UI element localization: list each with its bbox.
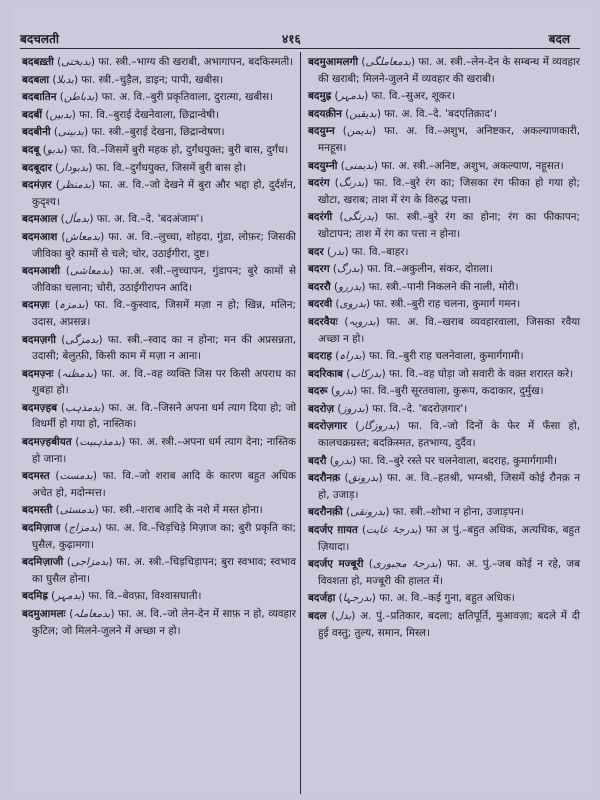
entry-definition: फा. अ. वि.–खराब व्यवहारवाला, जिसका रवैया अच्छा न हो। bbox=[318, 315, 581, 345]
paren-close: ) bbox=[351, 610, 361, 622]
paren-close: ) bbox=[417, 524, 426, 537]
entry-definition: फा. वि.–अकुलीन, संकर, दोग़ला। bbox=[366, 263, 493, 276]
entry-definition: फा. अ. पुं.–जब कोई न रहे, जब विवशता हो, मज्बूरी की हालत में। bbox=[318, 558, 581, 587]
entry-urdu-spelling: بدبو bbox=[46, 143, 64, 156]
dictionary-entry bbox=[308, 314, 580, 347]
paren-close: ) bbox=[344, 245, 352, 258]
paren-close: ) bbox=[375, 315, 387, 328]
entry-urdu-spelling: بدمنظر bbox=[59, 179, 92, 192]
dictionary-entry bbox=[308, 556, 580, 589]
paren-close: ) bbox=[100, 230, 109, 243]
dictionary-entry bbox=[308, 401, 580, 418]
dictionary-entry bbox=[22, 160, 296, 177]
paren-open: ( bbox=[53, 367, 62, 380]
paren-open: ( bbox=[327, 385, 335, 398]
paren-close: ) bbox=[73, 73, 82, 86]
entry-headword: बदमिह्र bbox=[22, 590, 48, 603]
entry-urdu-spelling: بدرونقی bbox=[350, 506, 386, 519]
dictionary-entry bbox=[308, 158, 580, 175]
entry-headword: बदबातिन bbox=[22, 91, 57, 104]
entry-definition: फा. अ. वि.–जो लेन-देन में साफ़ न हो, व्यवहार कुटिल; जो मिलने-जुलने में अच्छा न हो। bbox=[32, 608, 297, 637]
dictionary-entry bbox=[308, 261, 580, 278]
entry-urdu-spelling: بدمست bbox=[59, 470, 93, 483]
entry-urdu-spelling: بدروی bbox=[339, 298, 367, 311]
right-guide-word: बदल bbox=[548, 32, 570, 46]
entry-headword: बदरंग bbox=[308, 177, 330, 190]
entry-definition: फा. अ. वि.–कई गुना, बहुत अधिक। bbox=[379, 592, 515, 605]
entry-definition: फा. वि.–बाहर। bbox=[351, 245, 409, 258]
paren-open: ( bbox=[363, 558, 373, 571]
entry-urdu-spelling: بدمستی bbox=[59, 504, 95, 517]
entry-headword: बदरौनक़ी bbox=[308, 506, 343, 519]
dictionary-entry bbox=[22, 142, 296, 159]
entry-urdu-spelling: بدیمن bbox=[346, 125, 373, 138]
entry-headword: बदबला bbox=[22, 73, 50, 86]
entry-urdu-spelling: بدمذہبیت bbox=[79, 436, 122, 449]
dictionary-entry bbox=[22, 588, 296, 605]
entry-definition: फा अ पुं.–बहुत अधिक, अत्यधिक, बहुत ज़ियादा। bbox=[318, 524, 580, 553]
entry-urdu-spelling: بدرجۂ مجبوری bbox=[372, 558, 438, 571]
paren-open: ( bbox=[332, 298, 340, 311]
paren-close: ) bbox=[110, 608, 119, 620]
paren-close: ) bbox=[376, 107, 385, 120]
entry-definition: फा. वि.–दे. 'बदरोज़गार'। bbox=[372, 402, 468, 415]
entry-headword: बदबख़्ती bbox=[22, 56, 54, 68]
paren-close: ) bbox=[109, 265, 120, 278]
dictionary-entry bbox=[308, 54, 580, 87]
entry-headword: बदर्जए ग़ायत bbox=[308, 524, 358, 537]
entry-headword: बदमिज़ाज bbox=[22, 522, 61, 535]
paren-close: ) bbox=[373, 159, 382, 172]
entry-urdu-spelling: بدرو bbox=[334, 385, 354, 398]
entry-headword: बदयुम्न bbox=[308, 125, 335, 138]
paren-close: ) bbox=[89, 213, 97, 226]
paren-close: ) bbox=[71, 108, 80, 121]
paren-close: ) bbox=[372, 125, 385, 138]
paren-open: ( bbox=[51, 161, 60, 174]
dictionary-entry bbox=[22, 89, 296, 106]
entry-urdu-spelling: بدرونق bbox=[348, 472, 379, 485]
entry-definition: फा. अ. वि.–बुरी प्रकृतिवाला, दुरात्मा, खबीस। bbox=[101, 91, 274, 104]
dictionary-entry bbox=[22, 606, 296, 639]
paren-open: ( bbox=[331, 350, 340, 363]
entry-urdu-spelling: بدرجہا bbox=[342, 592, 372, 605]
dictionary-entry bbox=[22, 502, 296, 519]
dictionary-entry bbox=[22, 211, 296, 228]
entry-headword: बदमज़्नः bbox=[22, 367, 54, 380]
entry-definition: फा. अ. वि.–जिसने अपना धर्म त्याग दिया हो; जो विधर्मी हो गया हो, नास्तिक। bbox=[32, 401, 297, 431]
entry-definition: फा. अ. वि.–अशुभ, अनिष्टकर, अकल्याणकारी, मनहूस। bbox=[318, 125, 581, 154]
entry-headword: बदल bbox=[308, 610, 327, 622]
entry-headword: बदराह bbox=[308, 350, 332, 363]
dictionary-entry bbox=[22, 229, 296, 262]
entry-headword: बदर्जए मज्बूरी bbox=[308, 558, 364, 571]
entry-urdu-spelling: بدمزہ bbox=[59, 299, 85, 312]
entry-definition: फा. स्त्री.–बुराई देखना, छिद्रान्वेषण। bbox=[91, 126, 225, 139]
entry-definition: फा. वि.–जिसमें बुरी महक हो, दुर्गंधयुक्त; बुरी बास, दुर्गंध। bbox=[70, 143, 289, 156]
page-header bbox=[12, 8, 590, 50]
entry-definition: फा. अ. स्त्री.–अपना धर्म त्याग देना; नास्तिक हो जाना। bbox=[32, 436, 297, 465]
paren-open: ( bbox=[326, 610, 336, 622]
dictionary-entry bbox=[22, 434, 296, 467]
paren-open: ( bbox=[52, 504, 60, 517]
page-number: ४१६ bbox=[282, 32, 301, 46]
entry-headword: बदरोज़ bbox=[308, 402, 335, 415]
entry-definition: फा. अ. वि.–जो देखने में बुरा और भद्दा हो, दुर्दर्शन, कुदृश्य। bbox=[32, 179, 297, 208]
dictionary-entry bbox=[22, 400, 296, 433]
entry-urdu-spelling: بدمذہب bbox=[64, 401, 101, 414]
paren-close: ) bbox=[90, 56, 99, 68]
entry-headword: बदररौ bbox=[308, 280, 331, 293]
entry-definition: फा. अ. वि.–लुच्चा, शोहदा, गुंडा, लोफ़र; जिसकी जीविका बुरे कामों से चले; चोर, उठाईगीरा, दुष्ट। bbox=[32, 230, 296, 260]
dictionary-entry bbox=[22, 263, 296, 296]
entry-urdu-spelling: بدمزگی bbox=[65, 333, 99, 346]
paren-open: ( bbox=[341, 107, 350, 120]
paren-open: ( bbox=[49, 299, 59, 312]
entry-urdu-spelling: بدبلا bbox=[56, 73, 74, 86]
entry-definition: फा. अ. वि.–दे. 'बदएतिक़ाद'। bbox=[384, 107, 497, 120]
paren-close: ) bbox=[374, 211, 386, 224]
paren-close: ) bbox=[378, 472, 387, 485]
dictionary-entry bbox=[308, 522, 580, 555]
entry-urdu-spelling: بدرویہ bbox=[348, 315, 376, 328]
paren-open: ( bbox=[331, 90, 339, 103]
dictionary-entry bbox=[308, 123, 580, 156]
paren-open: ( bbox=[53, 56, 62, 68]
paren-open: ( bbox=[335, 592, 343, 605]
dictionary-entry bbox=[22, 297, 296, 330]
entry-definition: फा. वि.–बेवफ़ा, विश्वासघाती। bbox=[88, 590, 202, 603]
dictionary-entry bbox=[22, 72, 296, 89]
entry-urdu-spelling: بدل bbox=[335, 610, 352, 622]
entry-headword: बदबीं bbox=[22, 108, 43, 121]
entry-urdu-spelling: بدرنگی bbox=[343, 211, 375, 224]
paren-open: ( bbox=[51, 179, 60, 192]
entry-definition: फा. अ. स्त्री.–लेन-देन के सम्बन्ध में व्यवहार की खराबी; मिलने-जुलने में व्यवहार की खराबी। bbox=[318, 56, 581, 85]
entry-headword: बदरग bbox=[308, 263, 330, 276]
paren-open: ( bbox=[343, 367, 351, 380]
entry-urdu-spelling: بدمزاجی bbox=[70, 556, 109, 569]
entry-urdu-spelling: بدمعاملہ bbox=[73, 608, 111, 620]
paren-open: ( bbox=[56, 91, 64, 104]
dictionary-entry bbox=[308, 418, 580, 451]
entry-urdu-spelling: بدرو bbox=[333, 454, 353, 467]
entry-urdu-spelling: بدیمنی bbox=[344, 159, 374, 172]
paren-open: ( bbox=[49, 470, 60, 483]
header-rule bbox=[20, 48, 580, 49]
paren-open: ( bbox=[42, 108, 50, 121]
paren-open: ( bbox=[329, 177, 339, 190]
entry-urdu-spelling: بدمظنہ bbox=[61, 367, 94, 380]
paren-close: ) bbox=[88, 161, 96, 174]
entry-headword: बदरोज़गार bbox=[308, 420, 347, 433]
dictionary-entry bbox=[308, 296, 580, 313]
paren-open: ( bbox=[47, 590, 56, 603]
paren-open: ( bbox=[49, 73, 57, 86]
paren-close: ) bbox=[94, 91, 102, 104]
entry-headword: बदमज़ः bbox=[22, 299, 50, 312]
entry-headword: बदमआश bbox=[22, 230, 58, 243]
entry-urdu-spelling: بدروزگار bbox=[359, 420, 396, 433]
paren-open: ( bbox=[342, 506, 351, 519]
left-guide-word: बदचलती bbox=[20, 32, 59, 46]
paren-close: ) bbox=[121, 436, 130, 449]
paren-close: ) bbox=[353, 385, 361, 398]
paren-open: ( bbox=[55, 333, 66, 346]
entry-headword: बदबीनी bbox=[22, 126, 51, 139]
entry-definition: फा. अ. वि.–हतश्री, भग्नश्री, जिसमें कोई रौनक़ न हो, उजाड़। bbox=[318, 472, 580, 501]
paren-close: ) bbox=[364, 402, 373, 415]
dictionary-entry bbox=[22, 520, 296, 553]
entry-headword: बदमआल bbox=[22, 213, 58, 226]
paren-open: ( bbox=[60, 265, 70, 278]
paren-close: ) bbox=[437, 558, 448, 571]
entry-definition: फा. अ. वि.–दे. 'बदअंजाम'। bbox=[96, 213, 204, 226]
entry-headword: बदरौनक़ bbox=[308, 472, 341, 485]
paren-open: ( bbox=[57, 401, 65, 414]
paren-close: ) bbox=[361, 350, 369, 363]
dictionary-entry bbox=[308, 279, 580, 296]
entry-urdu-spelling: بدباطن bbox=[63, 91, 95, 104]
entry-definition: फा. स्त्री.–चुड़ैल, डाइन; पापी, खबीस। bbox=[81, 73, 224, 86]
left-column bbox=[22, 54, 296, 640]
dictionary-entry bbox=[22, 332, 296, 365]
entry-definition: फा. वि.–बुरे रंग का; जिसका रंग फीका हो गया हो; खोटा, खराब; ताश में रंग के विरुद्ध पत्ता। bbox=[318, 177, 580, 206]
entry-urdu-spelling: بدررو bbox=[338, 280, 362, 293]
dictionary-entry bbox=[308, 244, 580, 261]
paren-open: ( bbox=[340, 472, 349, 485]
dictionary-entry bbox=[308, 608, 580, 641]
dictionary-entry bbox=[308, 366, 580, 383]
dictionary-entry bbox=[22, 54, 296, 71]
entry-headword: बदमुआमलगी bbox=[308, 56, 359, 68]
dictionary-entry bbox=[308, 88, 580, 105]
entry-headword: बदबू bbox=[22, 143, 40, 156]
entry-definition: फा. वि.–कुस्वाद, जिसमें मज़ा न हो; खिन्न, मलिन; उदास, अप्रसन्न। bbox=[32, 299, 297, 328]
dictionary-entry bbox=[308, 175, 580, 208]
entry-definition: फा. वि.–जो दिनों के फेर में फँसा हो, कालचक्रग्रस्त; बदक़िस्मत, हतभाग्य, दुर्दैव। bbox=[318, 420, 580, 450]
entry-urdu-spelling: بدمآل bbox=[64, 213, 90, 226]
dictionary-entry bbox=[308, 106, 580, 123]
paren-close: ) bbox=[361, 280, 369, 293]
entry-headword: बदमज़गी bbox=[22, 333, 56, 346]
paren-open: ( bbox=[334, 402, 342, 415]
paren-open: ( bbox=[346, 420, 360, 433]
entry-headword: बदरवैयः bbox=[308, 315, 338, 328]
paren-close: ) bbox=[92, 470, 103, 483]
entry-headword: बदमस्ती bbox=[22, 504, 53, 517]
paren-open: ( bbox=[71, 436, 80, 449]
entry-definition: फा. वि.–वह घोड़ा जो सवारी के वक़्त शरारत करे। bbox=[388, 367, 574, 380]
entry-urdu-spelling: بدراہ bbox=[339, 350, 362, 363]
paren-close: ) bbox=[97, 522, 106, 535]
entry-urdu-spelling: بدبختی bbox=[61, 56, 91, 68]
paren-close: ) bbox=[366, 298, 374, 311]
entry-headword: बदमिज़ाजी bbox=[22, 556, 64, 569]
paren-close: ) bbox=[395, 420, 409, 433]
entry-definition: फा. स्त्री.–शराब आदि के नशे में मस्त होना। bbox=[102, 504, 263, 517]
entry-urdu-spelling: بدمہر bbox=[338, 90, 365, 103]
entry-definition: फा. स्त्री.–भाग्य की खराबी, अभागापन, बदकिस्मती। bbox=[98, 56, 294, 68]
paren-close: ) bbox=[94, 504, 103, 517]
paren-open: ( bbox=[63, 556, 71, 569]
entry-urdu-spelling: بدبیں bbox=[49, 108, 72, 121]
paren-open: ( bbox=[332, 211, 344, 224]
paren-open: ( bbox=[358, 56, 366, 68]
entry-definition: फा. अ. वि.–वह व्यक्ति जिस पर किसी अपराध का शुबहा हो। bbox=[32, 367, 297, 397]
entry-definition: फा. स्त्री.–शोभा न होना, उजाड़पन। bbox=[392, 506, 524, 519]
dictionary-entry bbox=[22, 107, 296, 124]
entry-definition: फा. वि.–बुरी सूरतवाला, कुरूप, कदाकार, दुर्मुख। bbox=[360, 385, 544, 398]
entry-definition: अ. पुं.–प्रतिकार, बदला; क्षतिपूर्ति, मुआवज़ा; बदले में दी हुई वस्तु; तुल्य, समान, मिस्ल। bbox=[318, 610, 580, 639]
paren-open: ( bbox=[357, 524, 367, 537]
paren-open: ( bbox=[337, 315, 349, 328]
entry-urdu-spelling: بدبینی bbox=[57, 126, 85, 139]
paren-open: ( bbox=[65, 608, 74, 620]
entry-headword: बदर्जहा bbox=[308, 592, 336, 605]
paren-open: ( bbox=[326, 454, 334, 467]
entry-definition: फा. स्त्री.–बुरे रंग का होना; रंग का फीकापन; खोटापन; ताश में रंग का पत्ता न होना। bbox=[318, 211, 580, 240]
entry-definition: फा. वि.–बुरे रस्ते पर चलनेवाला, बदराह, कुमार्गगामी। bbox=[359, 454, 558, 467]
entry-headword: बदमज़्हब bbox=[22, 401, 58, 414]
entry-urdu-spelling: بدمہر bbox=[55, 590, 81, 603]
entry-definition: फा. स्त्री.–बुरी राह चलना, कुमार्ग गमन। bbox=[373, 298, 521, 311]
entry-headword: बदयुम्नी bbox=[308, 159, 338, 172]
dictionary-entry bbox=[308, 348, 580, 365]
entry-definition: फा. अ. स्त्री.–चिड़चिड़ापन; बुरा स्वभाव; स्वभाव का घुसैल होना। bbox=[32, 556, 296, 585]
entry-definition: फा. अ. स्त्री.–अनिष्ट, अशुभ, अकल्याण, नहूसत। bbox=[381, 159, 564, 172]
entry-urdu-spelling: بدرگ bbox=[336, 263, 360, 276]
paren-close: ) bbox=[91, 179, 100, 192]
entry-headword: बदरंगी bbox=[308, 211, 333, 224]
column-divider bbox=[300, 52, 301, 794]
paren-open: ( bbox=[329, 263, 337, 276]
dictionary-page bbox=[12, 8, 590, 794]
entry-urdu-spelling: بدیقین bbox=[349, 107, 377, 120]
entry-definition: फा.अ. स्त्री.–लुच्चापन, गुंडापन; बुरे कामों से जीविका चलाना; चोरी, उठाईगीरापन आदि। bbox=[32, 265, 297, 294]
entry-urdu-spelling: بدروز bbox=[341, 402, 365, 415]
entry-headword: बदमआशी bbox=[22, 265, 61, 278]
dictionary-entry bbox=[308, 470, 580, 503]
entry-urdu-spelling: بدرکاب bbox=[350, 367, 382, 380]
dictionary-entry bbox=[308, 590, 580, 607]
dictionary-entry bbox=[22, 177, 296, 210]
dictionary-entry bbox=[22, 366, 296, 399]
entry-definition: फा. वि.–दुर्गंधयुक्त, जिसमें बुरी बास हो। bbox=[95, 161, 247, 174]
paren-open: ( bbox=[330, 280, 339, 293]
dictionary-entry bbox=[22, 554, 296, 587]
paren-open: ( bbox=[60, 522, 69, 535]
entry-definition: फा. स्त्री.–स्वाद का न होना; मन की अप्रसन्नता, उदासी; बेलुत्फ़ी, किसी काम में मज़ा न आना। bbox=[32, 333, 296, 363]
entry-headword: बदरौ bbox=[308, 454, 327, 467]
entry-definition: फा. वि.–बुरी राह चलनेवाला, कुमार्गगामी। bbox=[368, 350, 524, 363]
paren-open: ( bbox=[57, 230, 66, 243]
entry-urdu-spelling: بدبودار bbox=[59, 161, 89, 174]
entry-urdu-spelling: بدمعاملگی bbox=[365, 56, 411, 68]
paren-close: ) bbox=[364, 177, 374, 190]
entry-headword: बदमुआमलः bbox=[22, 608, 66, 620]
paren-close: ) bbox=[381, 367, 389, 380]
paren-close: ) bbox=[93, 367, 102, 380]
dictionary-entry bbox=[308, 504, 580, 521]
entry-headword: बदरिकाब bbox=[308, 367, 343, 380]
entry-headword: बदमंज़र bbox=[22, 179, 52, 192]
entry-definition: फा. वि.–सुअर, शूकर। bbox=[371, 90, 455, 103]
paren-close: ) bbox=[108, 556, 117, 569]
entry-urdu-spelling: بدمعاشی bbox=[69, 265, 110, 278]
dictionary-entry bbox=[308, 383, 580, 400]
paren-close: ) bbox=[410, 56, 419, 68]
entry-urdu-spelling: بدر bbox=[331, 245, 345, 258]
paren-open: ( bbox=[57, 213, 65, 226]
entry-urdu-spelling: بدمزاج bbox=[68, 522, 98, 535]
paren-close: ) bbox=[84, 299, 95, 312]
entry-definition: फा. अ. वि.–चिड़चिड़े मिज़ाज का; बुरी प्रकृति का; घुसैल, कुढ़ामगा। bbox=[32, 522, 296, 551]
entry-definition: फा. वि.–जो शराब आदि के कारण बहुत अधिक अचेत हो, मदोन्मत्त। bbox=[32, 470, 297, 499]
paren-close: ) bbox=[352, 454, 360, 467]
entry-definition: फा. स्त्री.–पानी निकलने की नाली, मोरी। bbox=[368, 280, 519, 293]
entry-headword: बदर bbox=[308, 245, 324, 258]
entry-urdu-spelling: بدرنگ bbox=[338, 177, 365, 190]
paren-close: ) bbox=[100, 401, 109, 414]
dictionary-entry bbox=[308, 209, 580, 242]
paren-close: ) bbox=[371, 592, 380, 605]
paren-close: ) bbox=[63, 143, 71, 156]
entry-urdu-spelling: بدمعاش bbox=[65, 230, 101, 243]
dictionary-entry bbox=[22, 468, 296, 501]
paren-open: ( bbox=[39, 143, 47, 156]
dictionary-entry bbox=[22, 124, 296, 141]
entry-headword: बदमस्त bbox=[22, 470, 50, 483]
entry-definition: फा. वि.–बुराई देखनेवाला, छिद्रान्वेषी। bbox=[79, 108, 219, 121]
paren-open: ( bbox=[323, 245, 332, 258]
paren-close: ) bbox=[98, 333, 108, 346]
paren-open: ( bbox=[50, 126, 58, 139]
entry-headword: बदरू bbox=[308, 385, 328, 398]
dictionary-entry bbox=[308, 453, 580, 470]
paren-open: ( bbox=[334, 125, 347, 138]
entry-headword: बदरवी bbox=[308, 298, 333, 311]
paren-close: ) bbox=[385, 506, 393, 519]
entry-urdu-spelling: بدرجۂ غایت bbox=[366, 524, 418, 537]
paren-close: ) bbox=[80, 590, 89, 603]
paren-open: ( bbox=[337, 159, 345, 172]
entry-headword: बदबूदार bbox=[22, 161, 52, 174]
entry-headword: बदमज़्हबीयत bbox=[22, 436, 72, 449]
right-column bbox=[308, 54, 580, 642]
paren-close: ) bbox=[364, 90, 372, 103]
entry-headword: बदयक़ीन bbox=[308, 107, 342, 120]
paren-close: ) bbox=[84, 126, 92, 139]
entry-headword: बदमुह्र bbox=[308, 90, 332, 103]
paren-close: ) bbox=[359, 263, 367, 276]
